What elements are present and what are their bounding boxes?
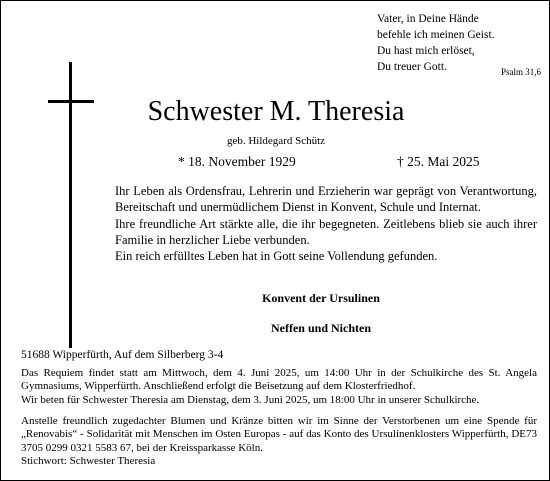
psalm-quote	[377, 11, 547, 75]
psalm-line: Du treuer Gott.	[377, 61, 447, 73]
requiem-paragraph: Das Requiem findet statt am Mittwoch, dem 4. Juni 2025, um 14:00 Uhr in der Schulkirche des St. Angela Gymnasiums, Wipperfürth. Anschließend erfolgt die Beisetzung auf dem Klosterfriedhof.	[21, 367, 537, 393]
birth-date: * 18. November 1929	[178, 154, 296, 169]
donation-paragraph: Anstelle freundlich zugedachter Blumen und Kränze bitten wir im Sinne der Verstorbenen um eine Spende für „Renovabis“ - Solidarität mit Menschen im Osten Europas - auf das Konto des Ursulinenklosters Wipperfürth, DE73 3705 0299 0321 5583 67, bei der Kreissparkasse Köln.	[21, 415, 537, 454]
psalm-reference: Psalm 31,6	[500, 67, 541, 77]
prayer-paragraph: Wir beten für Schwester Theresia am Dienstag, dem 3. Juni 2025, um 18:00 Uhr in unserer Schulkirche.	[21, 393, 480, 406]
donation-keyword: Stichwort: Schwester Theresia	[21, 454, 156, 467]
death-date: † 25. Mai 2025	[397, 154, 480, 169]
deceased-name: Schwester M. Theresia	[147, 96, 405, 127]
tribute-paragraph: Ihr Leben als Ordensfrau, Lehrerin und Erzieherin war geprägt von Verantwortung, Bereitschaft und unermüdlichem Dienst in Konvent, Schule und Internat.	[115, 184, 537, 215]
maiden-name: geb. Hildegard Schütz	[226, 135, 326, 147]
mourning-address: 51688 Wipperfürth, Auf dem Silberberg 3-4	[21, 349, 224, 361]
tribute-paragraph: Ihre freundliche Art stärkte alle, die ihr begegneten. Zeitlebens blieb sie auch ihrer Familie in herzlicher Liebe verbunden.	[115, 216, 537, 247]
psalm-line: Du hast mich erlöset,	[377, 45, 475, 57]
tribute-paragraph: Ein reich erfülltes Leben hat in Gott seine Vollendung gefunden.	[115, 249, 438, 264]
requiem-info	[21, 367, 537, 407]
sender-convent: Konvent der Ursulinen	[262, 291, 380, 305]
donation-info	[21, 415, 537, 468]
tribute-text	[115, 183, 537, 264]
sender-family: Neffen und Nichten	[270, 321, 371, 335]
psalm-line: Vater, in Deine Hände	[377, 13, 479, 25]
psalm-line: befehle ich meinen Geist.	[377, 29, 495, 41]
